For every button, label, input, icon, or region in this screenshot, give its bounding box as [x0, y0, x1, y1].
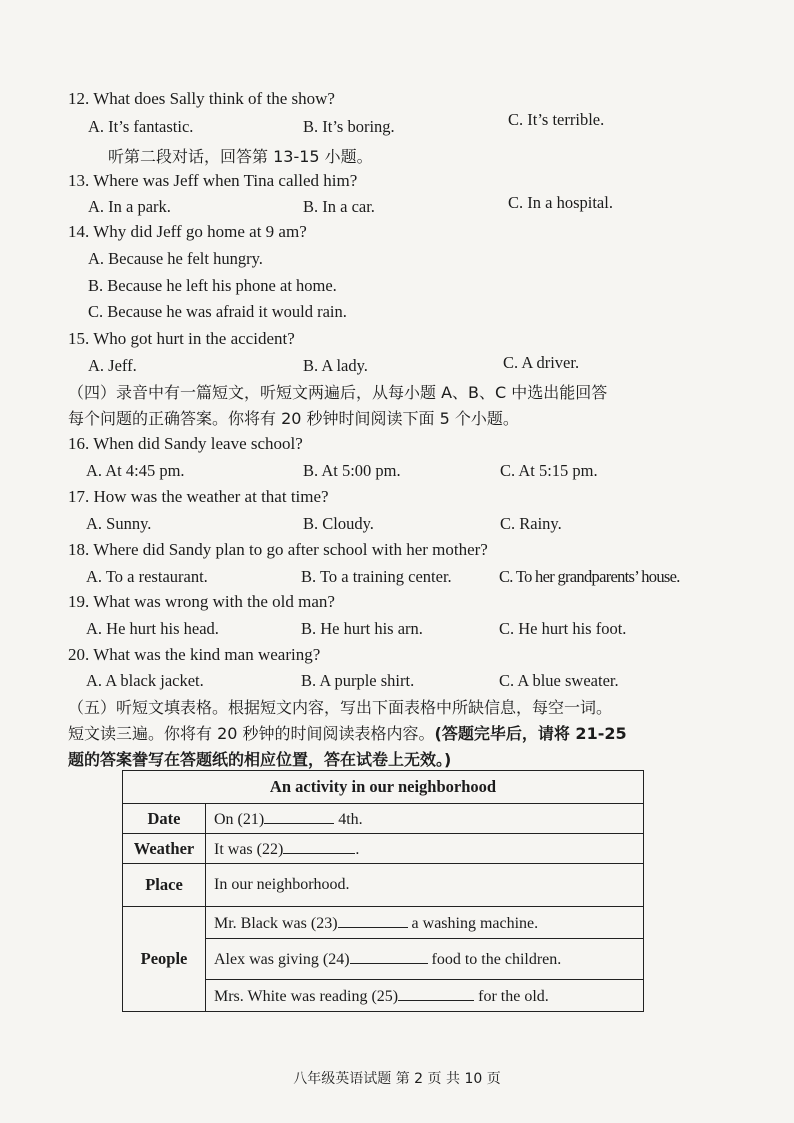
date-suffix: 4th. — [338, 810, 363, 828]
question-18-stem: 18. Where did Sandy plan to go after school with her mother? — [68, 540, 488, 559]
part-5-instruction-line-3: 题的答案誊写在答题纸的相应位置，答在试卷上无效。) — [68, 750, 452, 769]
place-value: In our neighborhood. — [206, 864, 644, 907]
question-13-option-b: B. In a car. — [303, 197, 375, 216]
bleed-through-text — [690, 70, 790, 970]
question-16-option-b: B. At 5:00 pm. — [303, 461, 401, 480]
people-23-prefix: Mr. Black was (23) — [214, 914, 338, 932]
question-17-stem: 17. How was the weather at that time? — [68, 487, 329, 506]
weather-cell — [206, 834, 644, 864]
part-5-instruction-line-1: （五）听短文填表格。根据短文内容，写出下面表格中所缺信息，每空一词。 — [68, 698, 613, 717]
question-15-option-a: A. Jeff. — [88, 356, 137, 375]
activity-table — [122, 770, 644, 1012]
question-14-option-c: C. Because he was afraid it would rain. — [88, 302, 347, 321]
date-cell — [206, 804, 644, 834]
activity-table-title: An activity in our neighborhood — [123, 771, 644, 804]
question-17-option-c: C. Rainy. — [500, 514, 562, 533]
people-23-suffix: a washing machine. — [411, 914, 539, 932]
part-5-instruction-line-2-bold: (答题完毕后，请将 21-25 — [434, 724, 627, 743]
question-12-option-a: A. It’s fantastic. — [88, 117, 194, 136]
question-14-option-a: A. Because he felt hungry. — [88, 249, 263, 268]
people-label: People — [123, 907, 206, 1012]
question-12-stem: 12. What does Sally think of the show? — [68, 89, 335, 108]
question-20-option-a: A. A black jacket. — [86, 671, 204, 690]
question-15-stem: 15. Who got hurt in the accident? — [68, 329, 295, 348]
question-20-option-b: B. A purple shirt. — [301, 671, 415, 690]
question-13-option-c: C. In a hospital. — [508, 193, 613, 212]
question-17-option-a: A. Sunny. — [86, 514, 152, 533]
people-row-25 — [206, 980, 644, 1012]
question-20-stem: 20. What was the kind man wearing? — [68, 645, 321, 664]
weather-suffix: . — [355, 840, 360, 858]
part-5-instruction-line-2-main: 短文读三遍。你将有 20 秒钟的时间阅读表格内容。 — [68, 724, 435, 743]
question-12-option-b: B. It’s boring. — [303, 117, 395, 136]
people-25-prefix: Mrs. White was reading (25) — [214, 987, 399, 1005]
question-18-option-a: A. To a restaurant. — [86, 567, 208, 586]
question-17-option-b: B. Cloudy. — [303, 514, 374, 533]
question-19-stem: 19. What was wrong with the old man? — [68, 592, 335, 611]
people-row-23 — [206, 907, 644, 939]
question-13-option-a: A. In a park. — [88, 197, 171, 216]
question-12-option-c: C. It’s terrible. — [508, 110, 605, 129]
question-15-option-c: C. A driver. — [503, 353, 580, 372]
people-24-prefix: Alex was giving (24) — [214, 951, 350, 968]
people-row-24 — [206, 939, 644, 980]
people-25-suffix: for the old. — [478, 987, 549, 1005]
question-14-stem: 14. Why did Jeff go home at 9 am? — [68, 222, 307, 241]
blank-24[interactable] — [350, 949, 428, 964]
question-18-option-c: C. To her grandparents’ house. — [499, 567, 680, 586]
part-5-instruction-line-2 — [68, 721, 627, 744]
question-19-option-a: A. He hurt his head. — [86, 619, 219, 638]
question-19-option-c: C. He hurt his foot. — [499, 619, 627, 638]
weather-prefix: It was (22) — [214, 840, 284, 858]
question-18-option-b: B. To a training center. — [301, 567, 452, 586]
question-14-option-b: B. Because he left his phone at home. — [88, 276, 337, 295]
date-label: Date — [123, 804, 206, 834]
dialog-2-instruction: 听第二段对话，回答第 13-15 小题。 — [108, 147, 373, 166]
blank-22[interactable] — [283, 839, 355, 854]
date-prefix: On (21) — [214, 810, 265, 828]
part-4-instruction-line-1: （四）录音中有一篇短文，听短文两遍后，从每小题 A、B、C 中选出能回答 — [68, 383, 608, 402]
question-16-option-a: A. At 4:45 pm. — [86, 461, 185, 480]
question-15-option-b: B. A lady. — [303, 356, 368, 375]
blank-23[interactable] — [338, 913, 408, 928]
question-20-option-c: C. A blue sweater. — [499, 671, 619, 690]
blank-25[interactable] — [398, 986, 474, 1001]
part-4-instruction-line-2: 每个问题的正确答案。你将有 20 秒钟时间阅读下面 5 个小题。 — [68, 409, 519, 428]
page-footer: 八年级英语试题 第 2 页 共 10 页 — [293, 1071, 501, 1087]
question-13-stem: 13. Where was Jeff when Tina called him? — [68, 171, 358, 190]
weather-label: Weather — [123, 834, 206, 864]
question-16-option-c: C. At 5:15 pm. — [500, 461, 598, 480]
people-24-suffix: food to the children. — [431, 951, 562, 968]
place-label: Place — [123, 864, 206, 907]
question-19-option-b: B. He hurt his arn. — [301, 619, 423, 638]
blank-21[interactable] — [264, 809, 334, 824]
question-16-stem: 16. When did Sandy leave school? — [68, 434, 303, 453]
